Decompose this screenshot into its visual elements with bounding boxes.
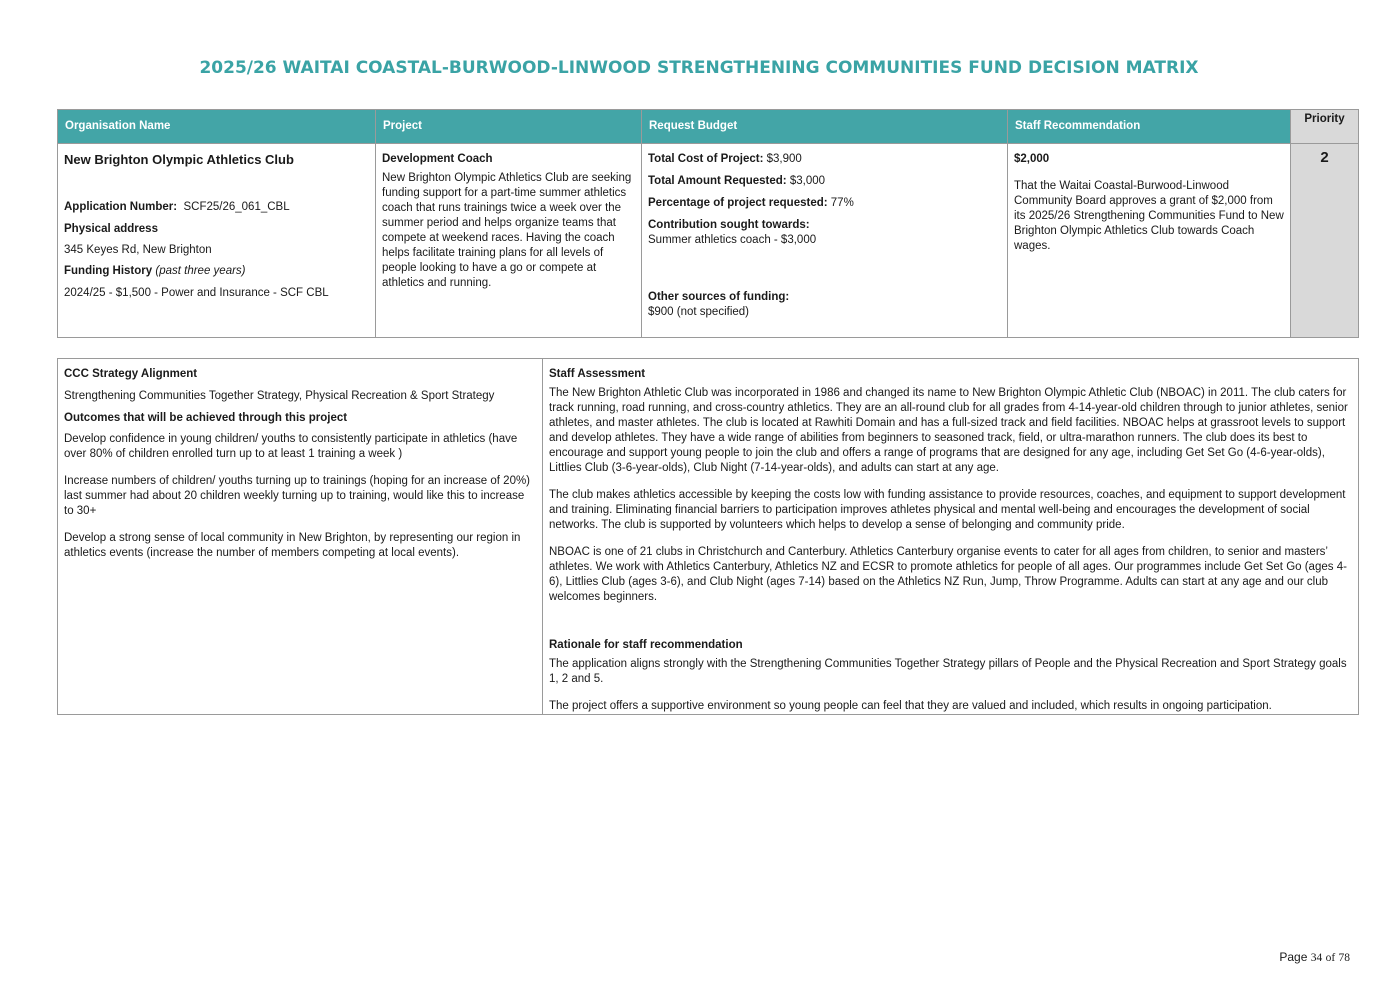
- rationale-heading: Rationale for staff recommendation: [549, 639, 743, 651]
- budget-cell: [642, 144, 1008, 338]
- header-organisation: Organisation Name: [58, 110, 376, 144]
- outcome-item: Develop a strong sense of local community in New Brighton, by representing our region in athletics events (increase the number of members competing at local events).: [64, 532, 521, 559]
- header-budget: Request Budget: [642, 110, 1008, 144]
- amount-requested-line: [648, 174, 1001, 189]
- outcomes-heading: Outcomes that will be achieved through this project: [64, 412, 348, 424]
- header-project: Project: [376, 110, 642, 144]
- project-description: New Brighton Olympic Athletics Club are seeking funding support for a part-time summer athletics coach that runs trainings twice a week over the summer period and helps organize teams that compete at weekend races. Having the coach helps facilitate training plans for all levels of people looking to have a go or compete at athletics and running.: [382, 172, 632, 289]
- other-sources-label: Other sources of funding:: [648, 291, 790, 303]
- contribution: Summer athletics coach - $3,000: [648, 234, 817, 246]
- funding-history-note: (past three years): [155, 265, 246, 277]
- matrix-data-row: [58, 144, 1359, 338]
- funding-history-heading: [64, 264, 369, 279]
- alignment-heading: CCC Strategy Alignment: [64, 368, 198, 380]
- page-label: Page: [1279, 950, 1308, 964]
- assessment-heading: Staff Assessment: [549, 368, 646, 380]
- organisation-cell: [58, 144, 376, 338]
- staff-assessment-cell: [543, 359, 1359, 715]
- recommendation-cell: [1008, 144, 1291, 338]
- page-total: 78: [1338, 952, 1350, 964]
- total-cost-label: Total Cost of Project:: [648, 153, 764, 165]
- address-label: Physical address: [64, 223, 158, 235]
- assessment-paragraph: The club makes athletics accessible by keeping the costs low with funding assistance to provide resources, coaches, and equipment to support development and training. Eliminating financial barriers to participation improves athletes physical and mental well-being and encourages the development of social networks. The club is supported by volunteers which helps to develop a sense of belonging and community pride.: [549, 489, 1346, 531]
- recommendation-amount: $2,000: [1014, 153, 1050, 165]
- page-title: 2025/26 WAITAI COASTAL-BURWOOD-LINWOOD STRENGTHENING COMMUNITIES FUND DECISION MATRIX: [199, 58, 1199, 78]
- alignment-cell: [58, 359, 543, 715]
- percentage-line: [648, 196, 1001, 211]
- decision-matrix-table: [57, 109, 1359, 338]
- organisation-name: New Brighton Olympic Athletics Club: [64, 152, 294, 167]
- header-recommendation: Staff Recommendation: [1008, 110, 1291, 144]
- assessment-paragraph: NBOAC is one of 21 clubs in Christchurch and Canterbury. Athletics Canterbury organise events to cater for all ages from children, to senior and masters’ athletes. We work with Athletics Canterbury, Athletics NZ and ECSR to promote athletics for people of all ages. Our programmes include Get Set Go (ages 4-6), Littlies Club (ages 3-6), and Club Night (ages 7-14) based on the Athletics NZ Run, Jump, Throw Programme. Adults can start at any age and our club welcomes beginners.: [549, 546, 1347, 603]
- project-cell: [376, 144, 642, 338]
- page-of-label: of: [1325, 952, 1336, 964]
- funding-history: 2024/25 - $1,500 - Power and Insurance - SCF CBL: [64, 287, 329, 299]
- rationale-paragraph: The project offers a supportive environment so young people can feel that they are valued and included, which results in ongoing participation.: [549, 700, 1272, 712]
- total-cost-line: [648, 152, 1001, 167]
- contribution-label: Contribution sought towards:: [648, 219, 810, 231]
- funding-history-label: Funding History: [64, 265, 153, 277]
- application-number: SCF25/26_061_CBL: [183, 201, 290, 213]
- rationale-paragraph: The application aligns strongly with the Strengthening Communities Together Strategy pillars of People and the Physical Recreation and Sport Strategy goals 1, 2 and 5.: [549, 658, 1347, 685]
- priority-value: 2: [1291, 144, 1359, 338]
- page-footer: [1279, 950, 1350, 964]
- address: 345 Keyes Rd, New Brighton: [64, 244, 212, 256]
- total-cost: $3,900: [766, 153, 802, 165]
- amount-requested: $3,000: [789, 175, 826, 187]
- recommendation-text: That the Waitai Coastal-Burwood-Linwood Community Board approves a grant of $2,000 from its 2025/26 Strengthening Communities Fund to New Brighton Olympic Athletics Club towards Coach wages.: [1014, 180, 1284, 252]
- alignment-strategies: Strengthening Communities Together Strategy, Physical Recreation & Sport Strategy: [64, 390, 495, 402]
- application-number-line: [64, 200, 369, 215]
- assessment-paragraph: The New Brighton Athletic Club was incorporated in 1986 and changed its name to New Brighton Olympic Athletic Club (NBOAC) in 2011. The club caters for track running, road running, and cross-country athletics. They are an all-round club for all grades from 4-14-year-old children through to junior athletes, senior athletes, and master athletes. The club is located at Rawhiti Domain and has a full-sized track and field facilities. NBOAC helps at grassroot levels to support and develop athletes. They have a wide range of abilities from beginners to seasoned track, field, or ultra-marathon runners. The club does its best to encourage and support young people to join the club and offers a range of programs that are designed for any age, including Get Set Go (4-6-year-olds), Littlies Club (3-6-year-olds), Club Night (7-14-year-olds), and adults can start at any age.: [549, 387, 1348, 474]
- assessment-table: [57, 358, 1359, 715]
- amount-requested-label: Total Amount Requested:: [648, 175, 787, 187]
- percentage: 77%: [830, 197, 854, 209]
- header-priority: Priority: [1291, 110, 1359, 144]
- other-sources: $900 (not specified): [648, 306, 750, 318]
- matrix-header-row: [58, 110, 1359, 144]
- outcome-item: Increase numbers of children/ youths turning up to trainings (hoping for an increase of 20%) last summer had about 20 children weekly turning up to training, would like this to increase to 30+: [64, 475, 531, 517]
- outcome-item: Develop confidence in young children/ youths to consistently participate in athletics (have over 80% of children enrolled turn up to at least 1 training a week ): [64, 433, 518, 460]
- percentage-label: Percentage of project requested:: [648, 197, 828, 209]
- project-title: Development Coach: [382, 153, 493, 165]
- application-number-label: Application Number:: [64, 201, 178, 213]
- page-number: 34: [1310, 952, 1323, 964]
